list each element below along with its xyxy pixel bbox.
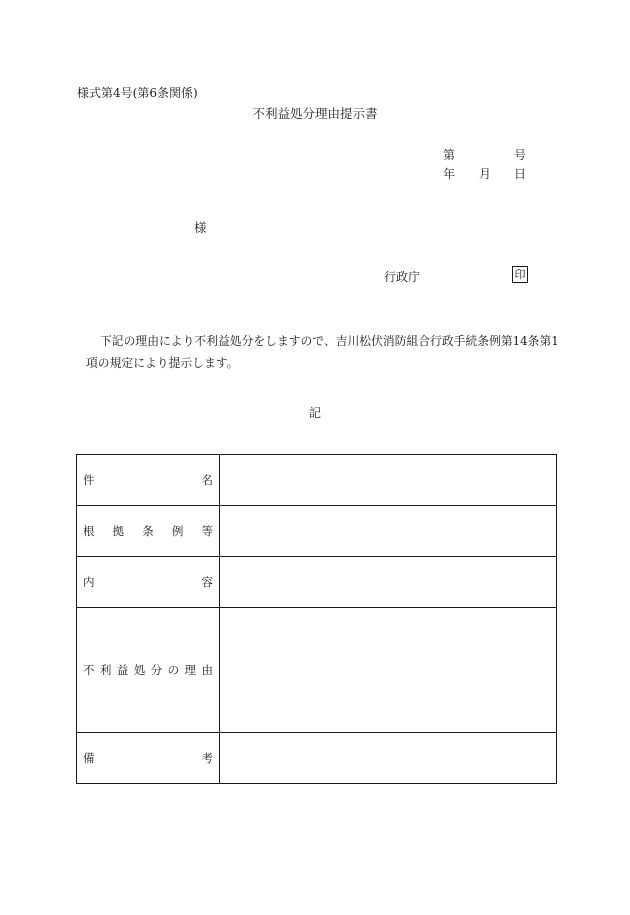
label-chars	[83, 472, 213, 488]
table-row	[77, 733, 557, 784]
row-value-reason	[220, 608, 557, 733]
row-label-basis	[77, 506, 220, 557]
ki-heading: 記	[308, 406, 321, 420]
label-char: 益	[116, 663, 129, 677]
date-year: 年	[443, 167, 456, 181]
seal-mark: 印	[512, 266, 528, 283]
label-char: 条	[142, 524, 154, 538]
form-number-label: 様式第4号(第6条関係)	[77, 86, 198, 100]
number-prefix: 第	[443, 148, 456, 162]
label-char: 拠	[112, 524, 125, 538]
addressee-suffix: 様	[194, 220, 207, 235]
document-title: 不利益処分理由提示書	[252, 106, 378, 121]
table-row	[77, 455, 557, 506]
label-char: 処	[133, 663, 146, 677]
row-label-case-name	[77, 455, 220, 506]
label-char: 不	[83, 663, 95, 677]
row-value-basis	[220, 506, 557, 557]
label-char: 内	[83, 575, 95, 589]
row-label-remarks	[77, 733, 220, 784]
label-char: の	[167, 663, 180, 677]
label-chars	[83, 662, 213, 678]
number-suffix: 号	[514, 148, 527, 162]
label-char: 件	[83, 473, 95, 487]
row-value-remarks	[220, 733, 557, 784]
label-char: 根	[83, 524, 95, 538]
label-char: 備	[83, 751, 95, 765]
row-value-content	[220, 557, 557, 608]
body-line-2: 項の規定により提示します。	[86, 356, 239, 370]
row-label-reason	[77, 608, 220, 733]
table-row	[77, 608, 557, 733]
table-row	[77, 506, 557, 557]
label-chars	[83, 523, 213, 539]
label-char: 名	[201, 473, 213, 487]
date-month: 月	[479, 167, 492, 181]
label-char: 分	[150, 663, 163, 677]
record-table	[76, 454, 557, 784]
label-char: 考	[201, 751, 213, 765]
table-row	[77, 557, 557, 608]
label-char: 容	[201, 575, 213, 589]
label-char: 例	[171, 524, 184, 538]
row-value-case-name	[220, 455, 557, 506]
body-paragraph	[77, 330, 557, 374]
label-chars	[83, 750, 213, 766]
row-label-content	[77, 557, 220, 608]
label-chars	[83, 574, 213, 590]
label-char: 由	[201, 663, 213, 677]
label-char: 理	[184, 663, 197, 677]
agency-name: 行政庁	[384, 270, 421, 284]
date-day: 日	[514, 167, 527, 181]
body-line-1: 下記の理由により不利益処分をしますので、吉川松伏消防組合行政手続条例第14条第1	[100, 334, 559, 348]
label-char: 利	[99, 663, 112, 677]
label-char: 等	[201, 524, 213, 538]
